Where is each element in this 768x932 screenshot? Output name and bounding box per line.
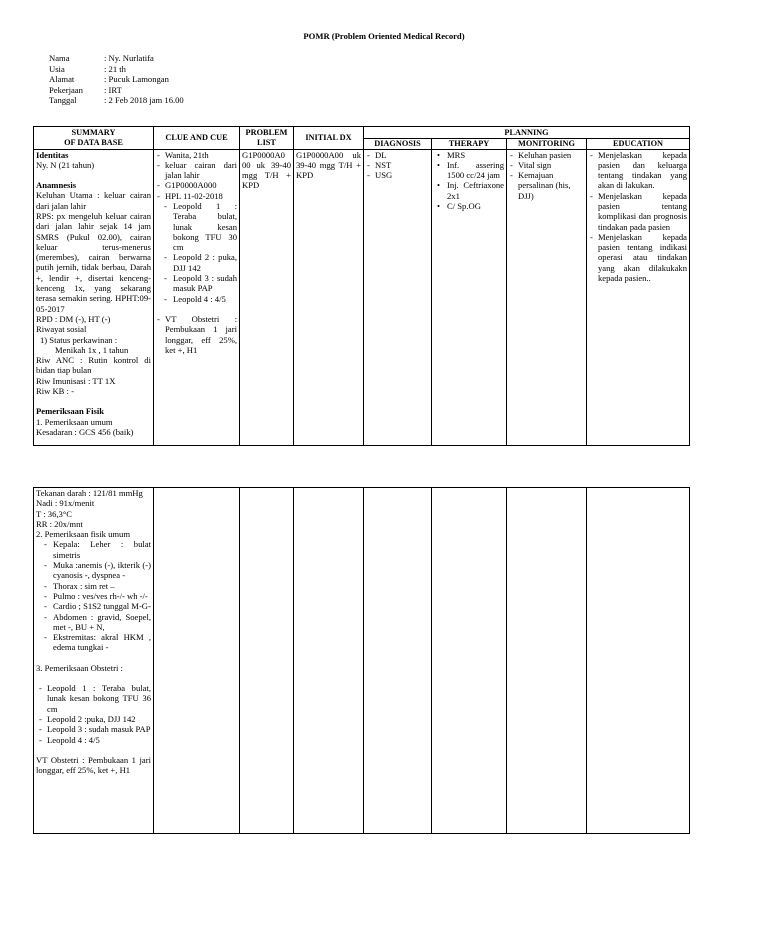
rr-text: RR : 20x/mnt	[36, 518, 83, 529]
list-item: - Leopold 1 : Teraba bulat, lunak kesan bokong TFU 30 cm	[156, 201, 237, 252]
monitoring-list	[509, 150, 584, 201]
education-list	[589, 150, 687, 284]
vt-text: VT Obstetri : Pembukaan 1 jari longgar, eff 25%, ket +, H1	[36, 754, 151, 776]
rpd-text: RPD : DM (-), HT (-)	[36, 313, 111, 324]
list-item: - HPL 11-02-2018	[156, 191, 237, 201]
list-item: - G1P0000A000	[156, 180, 237, 190]
umum-text: 1. Pemeriksaan umum	[36, 416, 113, 427]
temp-text: T : 36,3°C	[36, 508, 72, 519]
list-item: • MRS	[434, 150, 504, 160]
info-label: Alamat	[49, 74, 75, 84]
list-item: - USG	[366, 170, 429, 180]
list-item: - Menjelaskan kepada pasien tentang komplikasi dan prognosis tindakan pada pasien	[589, 191, 687, 232]
summary-cell-continued	[34, 488, 154, 834]
pomr-table	[33, 126, 690, 446]
anamnesis-heading: Anamnesis	[36, 180, 77, 191]
problem-list-cell: G1P0000A0 00 uk 39-40 mgg T/H + KPD	[240, 149, 294, 445]
header-education: EDUCATION	[587, 139, 690, 150]
summary-cell	[34, 149, 154, 445]
anc-text: Riw ANC : Rutin kontrol di bidan tiap bulan	[36, 355, 151, 376]
empty-cell	[154, 488, 240, 834]
header-monitoring: MONITORING	[507, 139, 587, 150]
therapy-list	[434, 150, 504, 212]
list-item: - Muka :anemis (-), ikterik (-) cyanosis -, dyspnea -	[36, 560, 151, 581]
list-item: - Pulmo : ves/ves rh-/- wh -/-	[36, 591, 151, 601]
list-item: - Leopold 2 :puka, DJJ 142	[38, 714, 151, 724]
patient-job-row	[49, 85, 184, 96]
list-item: - Leopold 2 : puka, DJJ 142	[156, 252, 237, 273]
sosial-text: Riwayat sosial	[36, 324, 87, 335]
identitas-text: Ny. N (21 tahun)	[36, 159, 95, 170]
header-summary: SUMMARY OF DATA BASE	[34, 127, 154, 150]
list-item: - Menjelaskan kepada pasien tentang indikasi operasi atau tindakan yang akan dilakukakn kepada pasien..	[589, 232, 687, 283]
kesadaran-text: Kesadaran : GCS 456 (baik)	[36, 426, 134, 437]
patient-name-row	[49, 53, 184, 64]
header-problem-list: PROBLEM LIST	[240, 127, 294, 150]
info-label: Pekerjaan	[49, 84, 83, 95]
list-item: - Leopold 4 : 4/5	[38, 735, 151, 745]
list-item: - Menjelaskan kepada pasien dan keluarga tentang tindakan yang akan di lakukan.	[589, 150, 687, 191]
page-title: POMR (Problem Oriented Medical Record)	[303, 31, 465, 41]
info-value: : Ny. Nurlatifa	[104, 53, 154, 63]
therapy-cell	[432, 149, 507, 445]
header-initial-dx: INITIAL DX	[294, 127, 364, 150]
empty-cell	[364, 488, 432, 834]
education-cell	[587, 149, 690, 445]
list-item: - Leopold 3 : sudah masuk PAP	[156, 273, 237, 294]
empty-cell	[432, 488, 507, 834]
list-item: - Thorax : sim ret –	[36, 581, 151, 591]
list-item: - Leopold 3 : sudah masuk PAP	[38, 724, 151, 734]
imunisasi-text: Riw Imunisasi : TT 1X	[36, 375, 116, 386]
info-label: Usia	[49, 63, 65, 74]
empty-cell	[240, 488, 294, 834]
info-value: : 21 th	[104, 63, 126, 74]
list-item: - Keluhan pasien	[509, 150, 584, 160]
status-text: 1) Status perkawinan :	[40, 334, 118, 345]
list-item: - Kepala: Leher : bulat simetris	[36, 539, 151, 560]
patient-age-row	[49, 64, 184, 75]
list-item: - Leopold 1 : Teraba bulat, lunak kesan bokong TFU 36 cm	[38, 683, 151, 714]
info-value: : IRT	[104, 84, 122, 95]
list-item: - Abdomen : gravid, Soepel, met -, BU + N,	[36, 612, 151, 633]
empty-cell	[294, 488, 364, 834]
header-planning: PLANNING	[364, 127, 690, 139]
rps-text: RPS: px mengeluh keluar cairan dari jalan lahir sejak 14 jam SMRS (Pukul 02.00), cairan keluar terus-menerus (merembes), cairan berwarna putih jernih, tidak berbau, Darah +, lendir +, disertai kenceng-kenceng 1x, yang sekarang terasa semakin sering. HPHT:09-05-2017	[36, 210, 151, 314]
diagnosis-list	[366, 150, 429, 181]
list-item: - Vital sign	[509, 160, 584, 170]
list-item: • Inf. assering 1500 cc/24 jam	[434, 160, 504, 181]
identitas-heading: Identitas	[36, 149, 69, 160]
td-text: Tekanan darah : 121/81 mmHg	[36, 488, 143, 498]
list-item: - Kemajuan persalinan (his, DJJ)	[509, 170, 584, 201]
info-label: Nama	[49, 53, 70, 63]
empty-cell	[587, 488, 690, 834]
header-clue: CLUE AND CUE	[154, 127, 240, 150]
list-item: - DL	[366, 150, 429, 160]
initial-dx-cell: G1P0000A00 uk 39-40 mgg T/H + KPD	[294, 149, 364, 445]
leopold-list-2	[36, 683, 151, 745]
pomr-table-continued	[33, 487, 690, 834]
list-item: • C/ Sp.OG	[434, 201, 504, 211]
clue-list	[156, 150, 237, 201]
list-item: • Inj. Ceftriaxone 2x1	[434, 180, 504, 201]
nadi-text: Nadi : 91x/menit	[36, 498, 95, 509]
patient-info	[49, 53, 184, 106]
list-item: - Leopold 4 : 4/5	[156, 294, 237, 304]
fisik-heading: Pemeriksaan Fisik	[36, 406, 105, 417]
leopold-list	[156, 201, 237, 304]
list-item: - keluar cairan dari jalan lahir	[156, 160, 237, 181]
fisik-list	[36, 539, 151, 652]
fisik-umum-text: 2. Pemeriksaan fisik umum	[36, 529, 131, 540]
info-value: : Pucuk Lamongan	[104, 74, 169, 84]
clue-cell	[154, 149, 240, 445]
menikah-text: Menikah 1x , 1 tahun	[55, 344, 129, 355]
diagnosis-cell	[364, 149, 432, 445]
list-item: - Ekstremitas: akral HKM , edema tungkai -	[36, 632, 151, 653]
monitoring-cell	[507, 149, 587, 445]
list-item: - VT Obstetri : Pembukaan 1 jari longgar, eff 25%, ket +, H1	[156, 314, 237, 355]
list-item: - Wanita, 21th	[156, 150, 237, 160]
empty-cell	[507, 488, 587, 834]
vt-list	[156, 314, 237, 355]
kb-text: Riw KB : -	[36, 386, 74, 397]
patient-address-row	[49, 74, 184, 85]
info-value: : 2 Feb 2018 jam 16.00	[104, 95, 184, 105]
header-therapy: THERAPY	[432, 139, 507, 150]
list-item: - NST	[366, 160, 429, 170]
info-label: Tanggal	[49, 95, 77, 105]
patient-date-row	[49, 95, 184, 106]
obstetri-text: 3. Pemeriksaan Obstetri :	[36, 662, 123, 673]
list-item: - Cardio ; S1S2 tunggal M-G-	[36, 601, 151, 611]
keluhan-text: Keluhan Utama : keluar cairan dari jalan lahir	[36, 190, 151, 211]
header-diagnosis: DIAGNOSIS	[364, 139, 432, 150]
